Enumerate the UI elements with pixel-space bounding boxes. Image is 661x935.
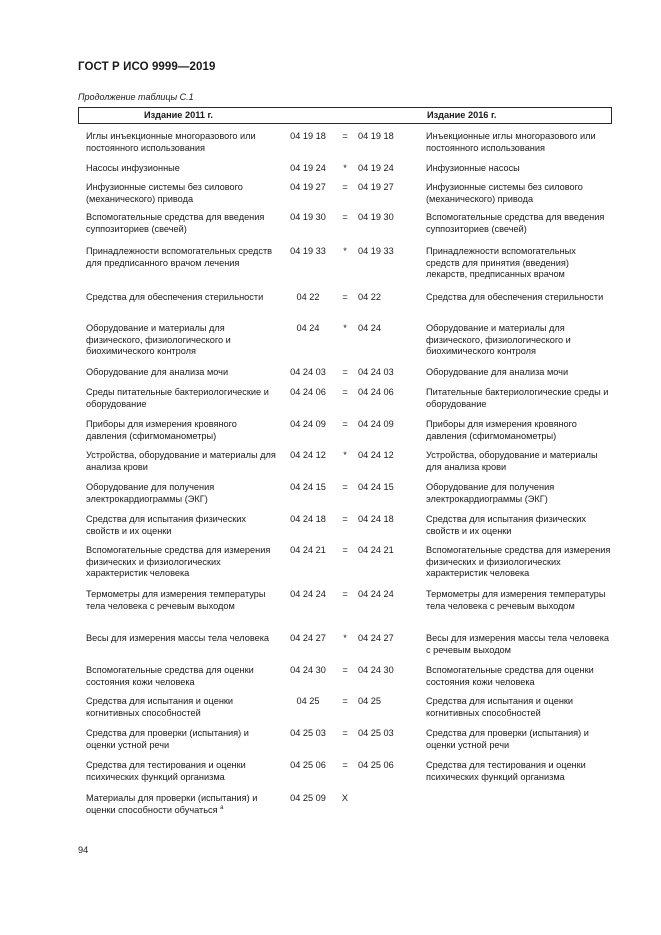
row-code-2016: 04 24 09 — [358, 419, 394, 429]
row-right-text: Средства для проверки (испытания) и оценки устной речи — [426, 728, 589, 750]
row-right-text: Инфузионные насосы — [426, 163, 520, 173]
row-code-2011: 04 24 27 — [290, 633, 326, 643]
row-relation-sign: * — [343, 323, 347, 333]
row-code-2011: 04 19 30 — [290, 212, 326, 222]
row-relation-sign: = — [342, 387, 348, 397]
row-code-2016: 04 24 15 — [358, 482, 394, 492]
row-code-2016: 04 24 27 — [358, 633, 394, 643]
row-left-text: Среды питательные бактериологические и оборудование — [86, 387, 269, 409]
row-code-2016: 04 24 12 — [358, 450, 394, 460]
row-code-2011: 04 24 06 — [290, 387, 326, 397]
row-left-text: Насосы инфузионные — [86, 163, 180, 173]
row-relation-sign: = — [342, 589, 348, 599]
row-right-text: Питательные бактериологические среды и оборудование — [426, 387, 609, 409]
standard-title: ГОСТ Р ИСО 9999—2019 — [78, 61, 216, 73]
row-left-text: Средства для обеспечения стерильности — [86, 292, 264, 302]
row-code-2016: 04 19 33 — [358, 246, 394, 256]
row-left-text: Устройства, оборудование и материалы для анализа крови — [86, 450, 276, 472]
row-code-2016: 04 24 30 — [358, 665, 394, 675]
row-code-2011: 04 25 06 — [290, 760, 326, 770]
row-code-2016: 04 19 30 — [358, 212, 394, 222]
header-edition-2011: Издание 2011 г. — [144, 110, 213, 120]
row-left-text: Термометры для измерения температуры тела человека с речевым выходом — [86, 589, 266, 611]
row-left-text: Иглы инъекционные многоразового или постоянного использования — [86, 131, 256, 153]
row-right-text: Инфузионные системы без силового (механического) привода — [426, 182, 583, 204]
row-right-text: Средства для тестирования и оценки психических функций организма — [426, 760, 586, 782]
row-relation-sign: = — [342, 514, 348, 524]
row-relation-sign: = — [342, 545, 348, 555]
row-code-2011: 04 24 18 — [290, 514, 326, 524]
row-code-2011: 04 24 30 — [290, 665, 326, 675]
row-left-text: Вспомогательные средства для измерения физических и физиологических характеристик человека — [86, 545, 271, 579]
row-code-2011: 04 25 03 — [290, 728, 326, 738]
row-relation-sign: = — [342, 665, 348, 675]
row-relation-sign: = — [342, 292, 348, 302]
row-code-2016: 04 24 18 — [358, 514, 394, 524]
row-relation-sign: * — [343, 163, 347, 173]
row-code-2011: 04 24 15 — [290, 482, 326, 492]
row-code-2016: 04 19 27 — [358, 182, 394, 192]
header-edition-2016: Издание 2016 г. — [427, 110, 497, 120]
row-code-2011: 04 24 24 — [290, 589, 326, 599]
row-relation-sign: = — [342, 131, 348, 141]
row-right-text: Инъекционные иглы многоразового или постоянного использования — [426, 131, 596, 153]
row-right-text: Оборудование для анализа мочи — [426, 367, 569, 377]
row-code-2016: 04 19 24 — [358, 163, 394, 173]
row-code-2011: 04 24 09 — [290, 419, 326, 429]
row-code-2016: 04 24 06 — [358, 387, 394, 397]
row-relation-sign: * — [343, 450, 347, 460]
row-relation-sign: X — [341, 793, 349, 803]
row-code-2016: 04 19 18 — [358, 131, 394, 141]
row-relation-sign: = — [342, 482, 348, 492]
row-left-text: Принадлежности вспомогательных средств для предписанного врачом лечения — [86, 246, 273, 268]
row-code-2016: 04 24 21 — [358, 545, 394, 555]
row-left-text: Оборудование и материалы для физического, физиологического и биохимического контроля — [86, 323, 231, 357]
row-right-text: Принадлежности вспомогательных средств для принятия (введения) лекарств, предписанных врачом — [426, 246, 576, 280]
row-relation-sign: = — [342, 367, 348, 377]
row-relation-sign: * — [343, 633, 347, 643]
row-left-text: Весы для измерения массы тела человека — [86, 633, 270, 643]
row-left-text: Средства для проверки (испытания) и оценки устной речи — [86, 728, 249, 750]
row-right-text: Приборы для измерения кровяного давления (сфигмоманометры) — [426, 419, 577, 441]
row-code-2011: 04 19 24 — [290, 163, 326, 173]
row-left-text: Инфузионные системы без силового (механического) привода — [86, 182, 243, 204]
table-caption: Продолжение таблицы С.1 — [78, 92, 194, 102]
row-right-text: Средства для обеспечения стерильности — [426, 292, 604, 302]
row-left-text: Оборудование для анализа мочи — [86, 367, 229, 377]
row-code-2011: 04 25 — [296, 696, 320, 706]
row-right-text: Термометры для измерения температуры тела человека с речевым выходом — [426, 589, 606, 611]
row-left-text-content: Материалы для проверки (испытания) и оценки способности обучаться — [86, 793, 258, 815]
row-relation-sign: = — [342, 696, 348, 706]
row-left-text: Средства для тестирования и оценки психических функций организма — [86, 760, 246, 782]
row-left-text: Средства для испытания физических свойств и их оценки — [86, 514, 247, 536]
row-right-text: Оборудование и материалы для физического, физиологического и биохимического контроля — [426, 323, 571, 357]
footnote-marker: a — [220, 804, 224, 811]
row-right-text: Вспомогательные средства для оценки состояния кожи человека — [426, 665, 594, 687]
row-right-text: Средства для испытания и оценки когнитивных способностей — [426, 696, 574, 718]
page-number: 94 — [78, 845, 89, 855]
row-code-2016: 04 25 03 — [358, 728, 394, 738]
row-relation-sign: = — [342, 212, 348, 222]
row-right-text: Весы для измерения массы тела человека с речевым выходом — [426, 633, 610, 655]
row-code-2016: 04 22 — [358, 292, 381, 302]
row-left-text: Вспомогательные средства для введения суппозиториев (свечей) — [86, 212, 265, 234]
row-relation-sign: = — [342, 728, 348, 738]
row-code-2011: 04 24 21 — [290, 545, 326, 555]
row-right-text: Вспомогательные средства для измерения физических и физиологических характеристик человека — [426, 545, 611, 579]
row-code-2011: 04 24 03 — [290, 367, 326, 377]
row-left-text: Приборы для измерения кровяного давления (сфигмоманометры) — [86, 419, 237, 441]
row-relation-sign: = — [342, 419, 348, 429]
row-code-2011: 04 24 — [296, 323, 320, 333]
row-left-text — [86, 793, 276, 816]
row-left-text: Вспомогательные средства для оценки состояния кожи человека — [86, 665, 254, 687]
row-relation-sign: = — [342, 760, 348, 770]
row-code-2016: 04 25 — [358, 696, 381, 706]
row-relation-sign: * — [343, 246, 347, 256]
row-right-text: Средства для испытания физических свойств и их оценки — [426, 514, 587, 536]
row-right-text: Оборудование для получения электрокардиограммы (ЭКГ) — [426, 482, 555, 504]
row-code-2016: 04 24 24 — [358, 589, 394, 599]
row-code-2011: 04 19 33 — [290, 246, 326, 256]
row-code-2011: 04 24 12 — [290, 450, 326, 460]
row-relation-sign: = — [342, 182, 348, 192]
table-header — [78, 107, 612, 124]
row-right-text: Вспомогательные средства для введения суппозиториев (свечей) — [426, 212, 605, 234]
row-left-text: Средства для испытания и оценки когнитивных способностей — [86, 696, 234, 718]
row-code-2016: 04 24 — [358, 323, 381, 333]
row-code-2011: 04 19 27 — [290, 182, 326, 192]
row-code-2011: 04 22 — [296, 292, 320, 302]
row-code-2011: 04 19 18 — [290, 131, 326, 141]
row-code-2011: 04 25 09 — [290, 793, 326, 803]
row-right-text: Устройства, оборудование и материалы для анализа крови — [426, 450, 598, 472]
row-code-2016: 04 24 03 — [358, 367, 394, 377]
row-code-2016: 04 25 06 — [358, 760, 394, 770]
row-left-text: Оборудование для получения электрокардиограммы (ЭКГ) — [86, 482, 215, 504]
